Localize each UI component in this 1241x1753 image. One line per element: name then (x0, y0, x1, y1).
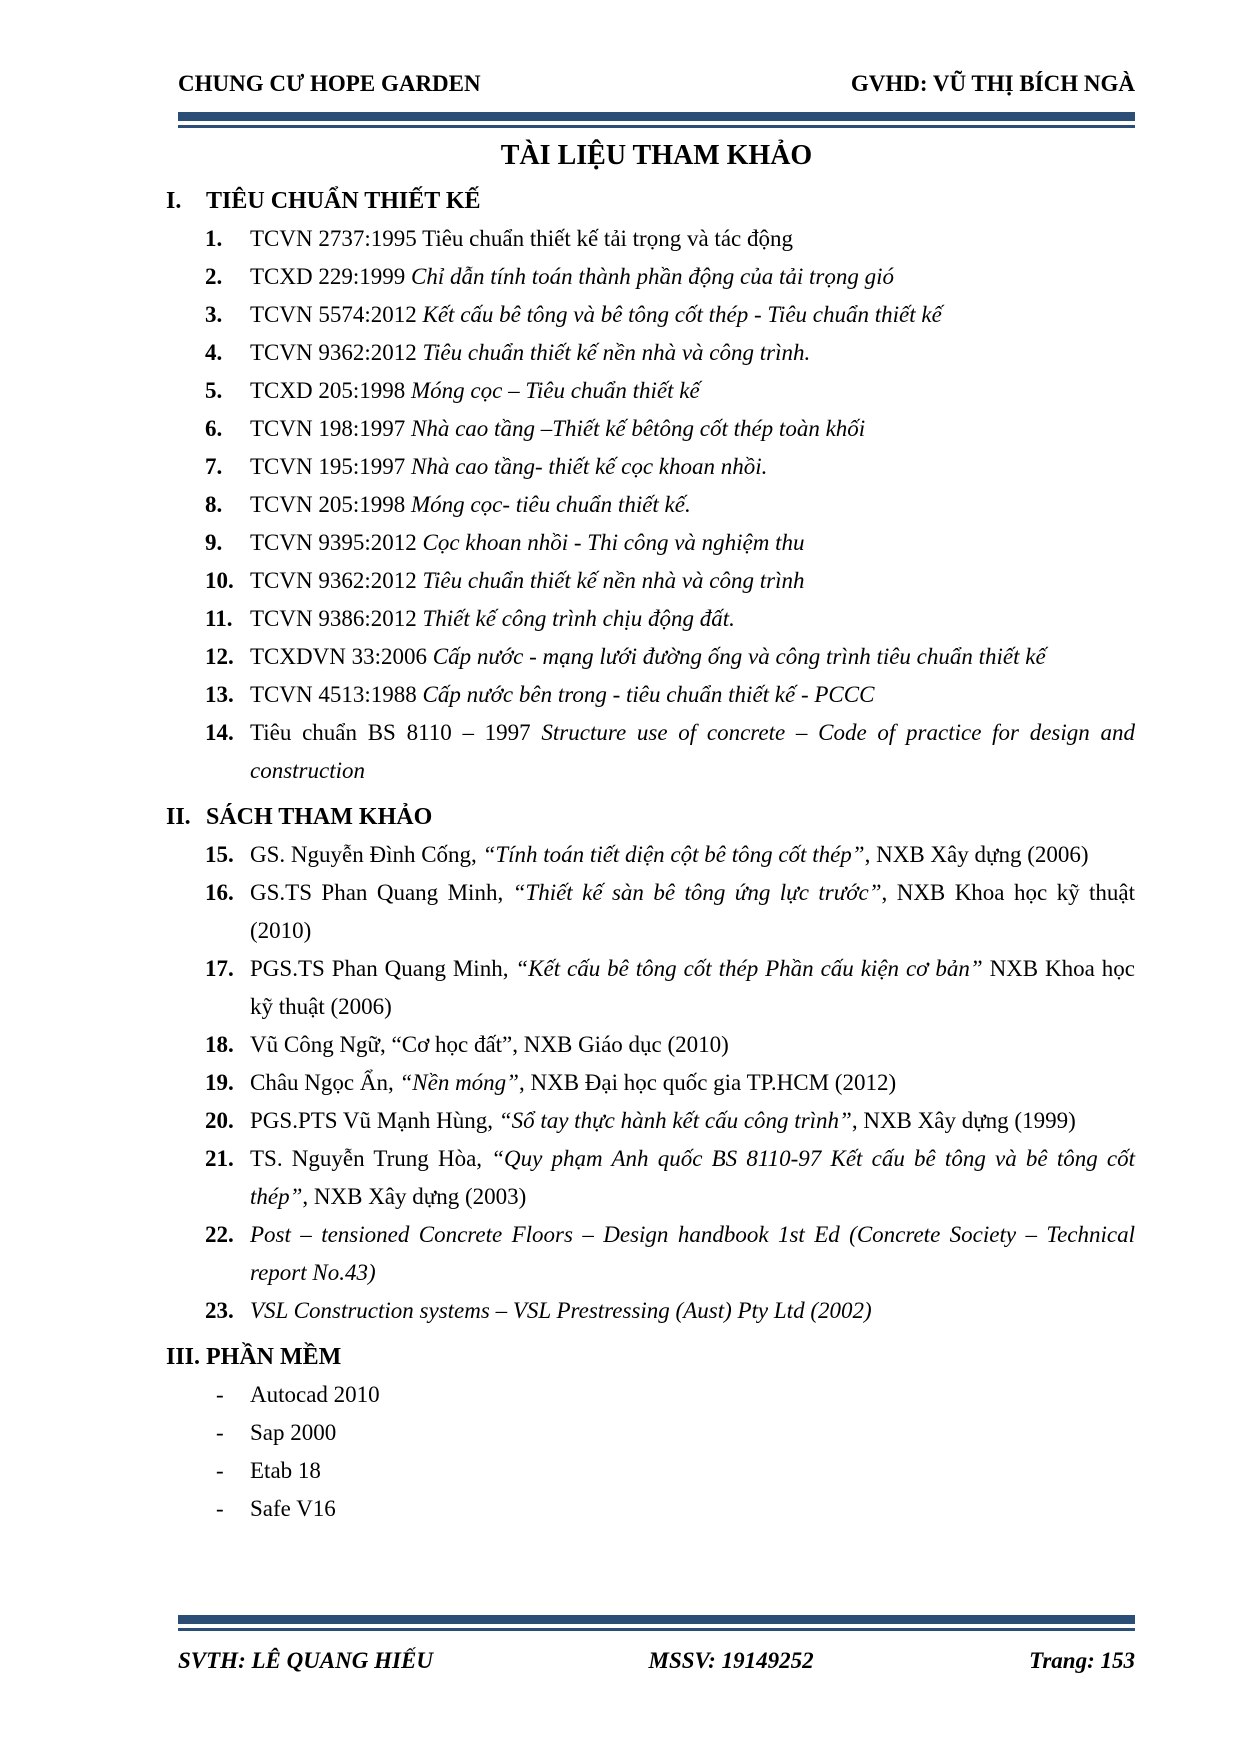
reference-item (178, 334, 1135, 372)
item-text: TCVN 9362:2012 Tiêu chuẩn thiết kế nền nhà và công trình (250, 568, 805, 593)
reference-item (178, 714, 1135, 790)
references-content (166, 182, 1136, 1528)
item-text: TCXDVN 33:2006 Cấp nước - mạng lưới đường ống và công trình tiêu chuẩn thiết kế (250, 644, 1046, 669)
item-marker: 3. (205, 302, 223, 327)
reference-item (178, 524, 1135, 562)
item-marker: 4. (205, 340, 223, 365)
section-title: PHẦN MỀM (206, 1344, 342, 1370)
item-text: VSL Construction systems – VSL Prestressing (Aust) Pty Ltd (2002) (250, 1298, 872, 1323)
header-rule-thick (178, 112, 1135, 121)
item-marker: 15. (205, 842, 234, 867)
item-text: TCVN 198:1997 Nhà cao tầng –Thiết kế bêtông cốt thép toàn khối (250, 416, 866, 441)
reference-item (178, 874, 1135, 950)
item-text: GS.TS Phan Quang Minh, “Thiết kế sàn bê tông ứng lực trước”, NXB Khoa học kỹ thuật (2010) (250, 880, 1136, 943)
item-marker: 16. (205, 880, 234, 905)
item-text: TCVN 9362:2012 Tiêu chuẩn thiết kế nền nhà và công trình. (250, 340, 811, 365)
item-marker: 1. (205, 226, 223, 251)
item-text: Tiêu chuẩn BS 8110 – 1997 Structure use of concrete – Code of practice for design and construction (250, 720, 1135, 783)
item-marker: 13. (205, 682, 234, 707)
item-marker: 2. (205, 264, 223, 289)
page-title: TÀI LIỆU THAM KHẢO (500, 140, 813, 171)
item-marker: 12. (205, 644, 234, 669)
section-heading (166, 1338, 1135, 1376)
item-marker: - (216, 1458, 224, 1483)
software-item (178, 1452, 1135, 1490)
reference-item (178, 372, 1135, 410)
header-rule-thin (178, 125, 1135, 128)
section-heading (166, 182, 1135, 220)
footer-rule-thin (178, 1628, 1135, 1631)
reference-item (178, 486, 1135, 524)
header-advisor: GVHD: VŨ THỊ BÍCH NGÀ (850, 71, 1135, 96)
item-text: Vũ Công Ngữ, “Cơ học đất”, NXB Giáo dục (2010) (250, 1032, 729, 1057)
footer-student-name: SVTH: LÊ QUANG HIẾU (178, 1648, 433, 1673)
reference-item (178, 410, 1135, 448)
section-numeral: II. (166, 804, 191, 830)
reference-item (178, 258, 1135, 296)
reference-item (178, 1140, 1135, 1216)
reference-item (178, 296, 1135, 334)
item-marker: 19. (205, 1070, 234, 1095)
reference-item (178, 836, 1135, 874)
page-footer (178, 1601, 1135, 1675)
section-numeral: III. (166, 1344, 201, 1370)
item-marker: 6. (205, 416, 223, 441)
item-text: TCVN 5574:2012 Kết cấu bê tông và bê tông cốt thép - Tiêu chuẩn thiết kế (250, 302, 942, 327)
item-text: Autocad 2010 (250, 1382, 380, 1407)
item-text: GS. Nguyễn Đình Cống, “Tính toán tiết diện cột bê tông cốt thép”, NXB Xây dựng (2006) (250, 842, 1089, 867)
software-item (178, 1376, 1135, 1414)
item-text: Safe V16 (250, 1496, 336, 1521)
page-header (178, 0, 1135, 98)
item-marker: 14. (205, 720, 234, 745)
section-title: TIÊU CHUẨN THIẾT KẾ (206, 188, 481, 214)
reference-item (178, 1026, 1135, 1064)
footer-rule-thick (178, 1615, 1135, 1624)
item-marker: 10. (205, 568, 234, 593)
item-text: TCVN 4513:1988 Cấp nước bên trong - tiêu chuẩn thiết kế - PCCC (250, 682, 875, 707)
reference-item (178, 638, 1135, 676)
item-marker: 17. (205, 956, 234, 981)
item-marker: 21. (205, 1146, 234, 1171)
software-item (178, 1414, 1135, 1452)
reference-item (178, 950, 1135, 1026)
reference-item (178, 448, 1135, 486)
footer-student-id: MSSV: 19149252 (648, 1648, 814, 1673)
item-text: TCXD 229:1999 Chỉ dẫn tính toán thành phần động của tải trọng gió (250, 264, 895, 289)
item-marker: 11. (205, 606, 233, 631)
item-text: PGS.TS Phan Quang Minh, “Kết cấu bê tông cốt thép Phần cấu kiện cơ bản” NXB Khoa học kỹ thuật (2006) (250, 956, 1136, 1019)
section-numeral: I. (166, 188, 182, 214)
reference-item (178, 1064, 1135, 1102)
item-marker: 5. (205, 378, 223, 403)
item-marker: 9. (205, 530, 223, 555)
item-text: TCVN 2737:1995 Tiêu chuẩn thiết kế tải trọng và tác động (250, 226, 793, 251)
item-marker: - (216, 1382, 224, 1407)
item-text: TCXD 205:1998 Móng cọc – Tiêu chuẩn thiết kế (250, 378, 700, 403)
reference-item (178, 1102, 1135, 1140)
item-marker: 20. (205, 1108, 234, 1133)
item-marker: - (216, 1420, 224, 1445)
reference-item (178, 1216, 1135, 1292)
item-text: Sap 2000 (250, 1420, 337, 1445)
item-marker: 7. (205, 454, 223, 479)
reference-item (178, 562, 1135, 600)
item-text: TCVN 9386:2012 Thiết kế công trình chịu động đất. (250, 606, 735, 631)
item-marker: 22. (205, 1222, 234, 1247)
reference-item (178, 220, 1135, 258)
item-text: PGS.PTS Vũ Mạnh Hùng, “Sổ tay thực hành kết cấu công trình”, NXB Xây dựng (1999) (250, 1108, 1076, 1133)
item-text: TCVN 205:1998 Móng cọc- tiêu chuẩn thiết kế. (250, 492, 691, 517)
reference-item (178, 600, 1135, 638)
footer-page-number: Trang: 153 (1029, 1648, 1135, 1673)
item-text: TCVN 9395:2012 Cọc khoan nhồi - Thi công và nghiệm thu (250, 530, 805, 555)
item-text: Post – tensioned Concrete Floors – Design handbook 1st Ed (Concrete Society – Technical report No.43) (250, 1222, 1135, 1285)
item-text: TS. Nguyễn Trung Hòa, “Quy phạm Anh quốc BS 8110-97 Kết cấu bê tông và bê tông cốt thép”, NXB Xây dựng (2003) (250, 1146, 1135, 1209)
item-marker: - (216, 1496, 224, 1521)
section-heading (166, 798, 1135, 836)
header-rule (178, 112, 1135, 128)
item-text: Châu Ngọc Ẩn, “Nền móng”, NXB Đại học quốc gia TP.HCM (2012) (250, 1070, 897, 1095)
item-marker: 18. (205, 1032, 234, 1057)
header-project-title: CHUNG CƯ HOPE GARDEN (178, 71, 481, 96)
software-item (178, 1490, 1135, 1528)
section-title: SÁCH THAM KHẢO (206, 804, 433, 830)
reference-item (178, 1292, 1135, 1330)
reference-item (178, 676, 1135, 714)
item-marker: 8. (205, 492, 223, 517)
item-text: Etab 18 (250, 1458, 321, 1483)
item-text: TCVN 195:1997 Nhà cao tầng- thiết kế cọc khoan nhồi. (250, 454, 768, 479)
item-marker: 23. (205, 1298, 234, 1323)
